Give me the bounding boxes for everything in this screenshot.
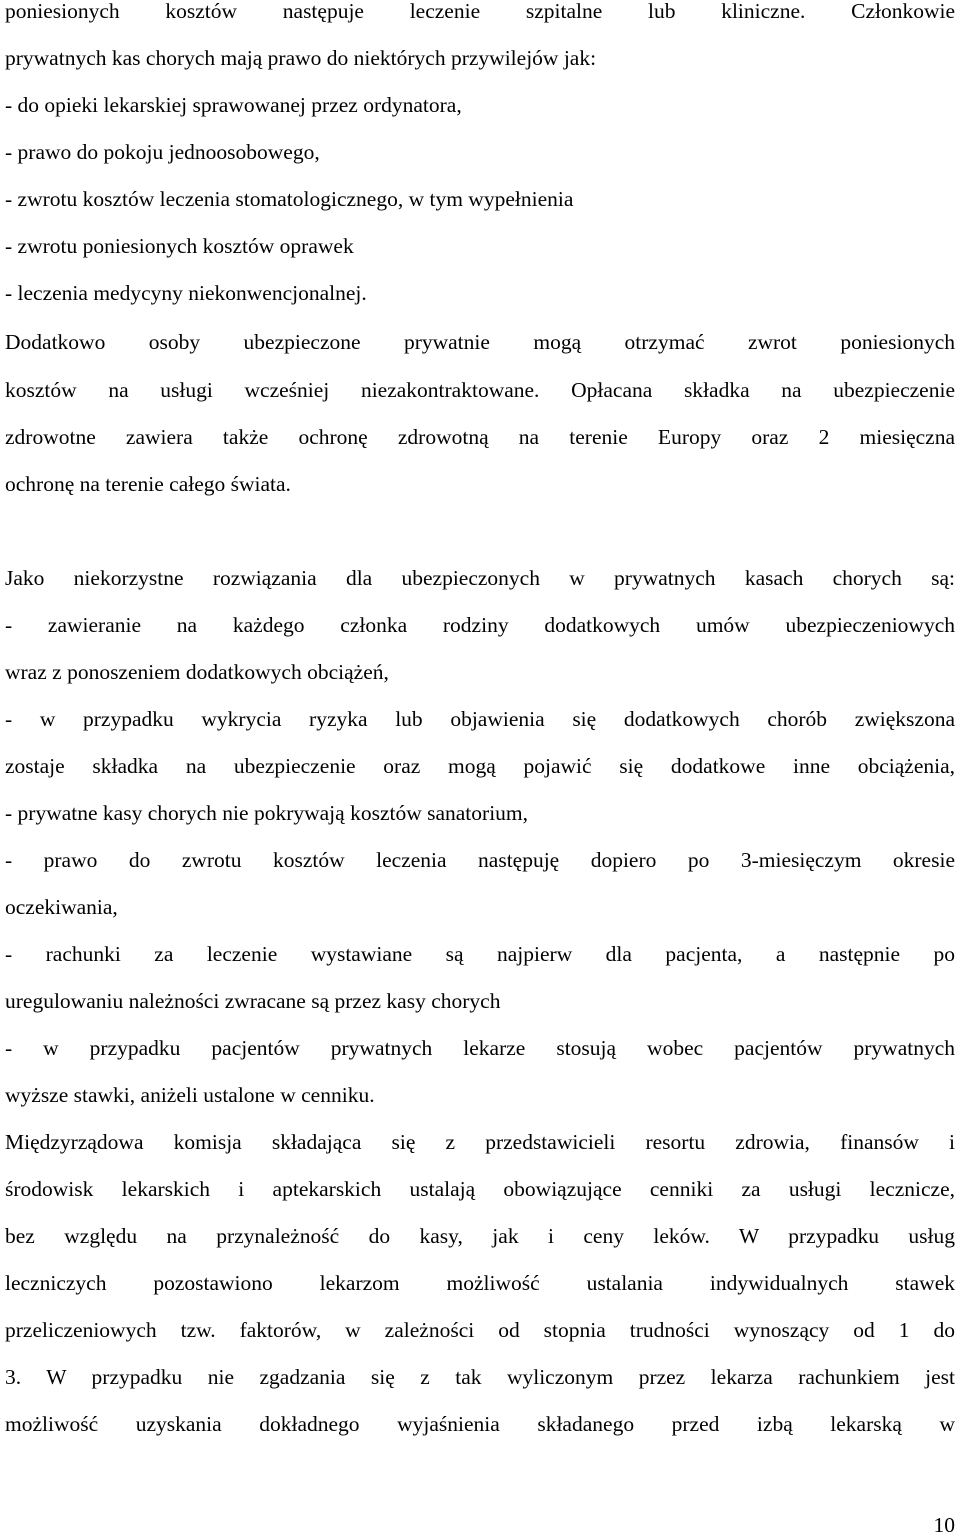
text-line: - rachunki za leczenie wystawiane są najpierw dla pacjenta, a następnie po bbox=[5, 942, 955, 966]
text-line: leczniczych pozostawiono lekarzom możliwość ustalania indywidualnych stawek bbox=[5, 1271, 955, 1295]
text-line: zdrowotne zawiera także ochronę zdrowotną na terenie Europy oraz 2 miesięczna bbox=[5, 425, 955, 449]
text-line: bez względu na przynależność do kasy, jak i ceny leków. W przypadku usług bbox=[5, 1224, 955, 1248]
text-line: Jako niekorzystne rozwiązania dla ubezpieczonych w prywatnych kasach chorych są: bbox=[5, 566, 955, 590]
page-number: 10 bbox=[933, 1513, 955, 1537]
text-line: oczekiwania, bbox=[5, 895, 118, 919]
text-line: - prawo do pokoju jednoosobowego, bbox=[5, 140, 320, 164]
text-line: - zwrotu kosztów leczenia stomatologicznego, w tym wypełnienia bbox=[5, 187, 574, 211]
text-line: - prawo do zwrotu kosztów leczenia następuję dopiero po 3-miesięczym okresie bbox=[5, 848, 955, 872]
text-line: poniesionych kosztów następuje leczenie szpitalne lub kliniczne. Członkowie bbox=[5, 0, 955, 23]
text-line: zostaje składka na ubezpieczenie oraz mogą pojawić się dodatkowe inne obciążenia, bbox=[5, 754, 955, 778]
text-line: wraz z ponoszeniem dodatkowych obciążeń, bbox=[5, 660, 389, 684]
text-line: - prywatne kasy chorych nie pokrywają kosztów sanatorium, bbox=[5, 801, 529, 825]
text-line: - w przypadku wykrycia ryzyka lub objawienia się dodatkowych chorób zwiększona bbox=[5, 707, 955, 731]
text-line: prywatnych kas chorych mają prawo do niektórych przywilejów jak: bbox=[5, 46, 597, 70]
text-line: ochronę na terenie całego świata. bbox=[5, 472, 291, 496]
text-line: 3. W przypadku nie zgadzania się z tak wyliczonym przez lekarza rachunkiem jest bbox=[5, 1365, 955, 1389]
text-line: przeliczeniowych tzw. faktorów, w zależności od stopnia trudności wynoszący od 1 do bbox=[5, 1318, 955, 1342]
text-line: - zawieranie na każdego członka rodziny dodatkowych umów ubezpieczeniowych bbox=[5, 613, 955, 637]
text-line: Międzyrządowa komisja składająca się z przedstawicieli resortu zdrowia, finansów i bbox=[5, 1130, 955, 1154]
text-line: - w przypadku pacjentów prywatnych lekarze stosują wobec pacjentów prywatnych bbox=[5, 1036, 955, 1060]
text-line: możliwość uzyskania dokładnego wyjaśnienia składanego przed izbą lekarską w bbox=[5, 1412, 955, 1436]
text-line: uregulowaniu należności zwracane są przez kasy chorych bbox=[5, 989, 501, 1013]
text-line: Dodatkowo osoby ubezpieczone prywatnie mogą otrzymać zwrot poniesionych bbox=[5, 330, 955, 354]
text-line: - leczenia medycyny niekonwencjonalnej. bbox=[5, 281, 367, 305]
text-line: środowisk lekarskich i aptekarskich ustalają obowiązujące cenniki za usługi lecznicze, bbox=[5, 1177, 955, 1201]
text-line: - do opieki lekarskiej sprawowanej przez ordynatora, bbox=[5, 93, 462, 117]
text-line: wyższe stawki, aniżeli ustalone w cenniku. bbox=[5, 1083, 375, 1107]
text-line: - zwrotu poniesionych kosztów oprawek bbox=[5, 234, 354, 258]
text-line: kosztów na usługi wcześniej niezakontraktowane. Opłacana składka na ubezpieczenie bbox=[5, 378, 955, 402]
